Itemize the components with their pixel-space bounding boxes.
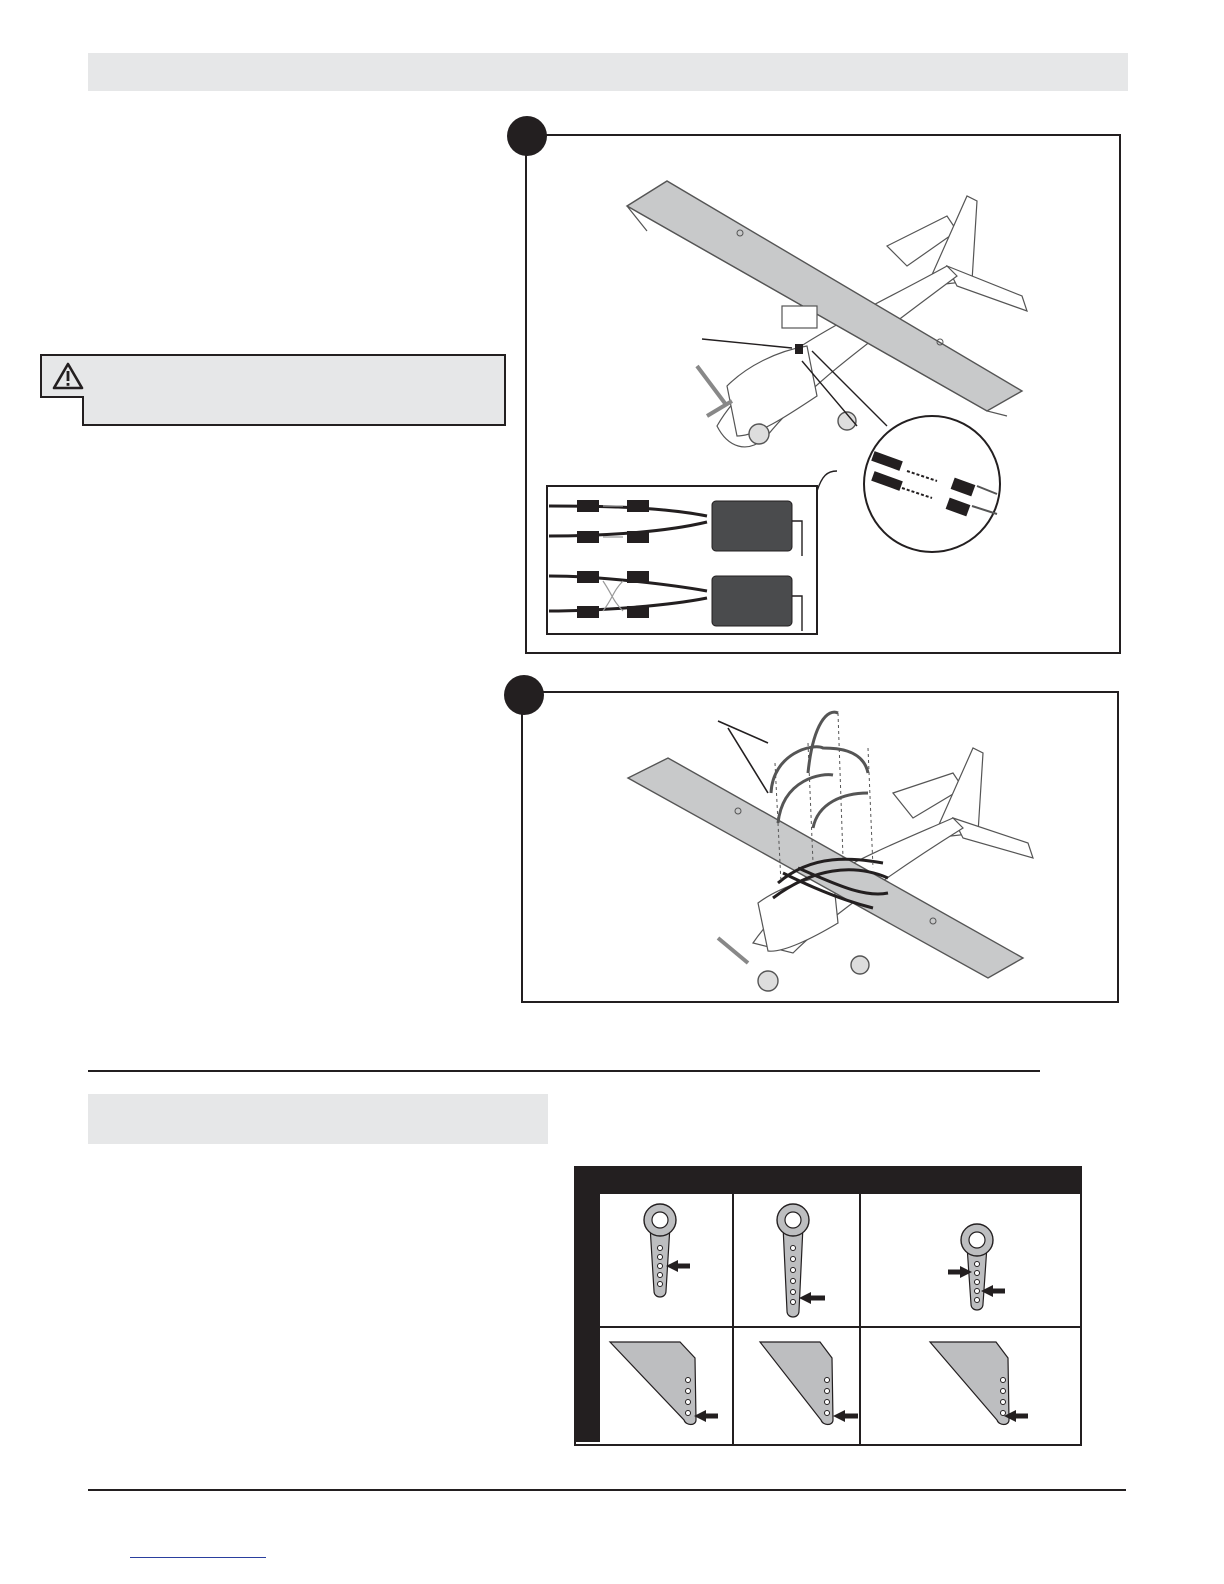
- warning-triangle-icon: [52, 362, 84, 390]
- table-row-label-column: [576, 1194, 600, 1442]
- footer-link-underline[interactable]: [130, 1557, 266, 1558]
- servo-arm-2: [777, 1204, 825, 1317]
- control-horn-1: [610, 1342, 718, 1425]
- footer-rule: [88, 1489, 1126, 1491]
- servo-arm-icons: [600, 1196, 1080, 1326]
- table-header-bar: [574, 1166, 1082, 1194]
- control-horn-3: [930, 1342, 1028, 1425]
- warning-box: [40, 354, 506, 426]
- section-divider: [88, 1070, 1040, 1072]
- servo-arm-1: [644, 1204, 690, 1297]
- figure-2-illustration: [523, 693, 1115, 999]
- control-horn-icons: [600, 1328, 1080, 1442]
- control-horn-2: [760, 1342, 858, 1425]
- header-bar: [88, 53, 1128, 91]
- servo-arm-3: [948, 1224, 1005, 1310]
- figure-1-illustration: [527, 136, 1117, 650]
- section-header-bar: [88, 1094, 548, 1144]
